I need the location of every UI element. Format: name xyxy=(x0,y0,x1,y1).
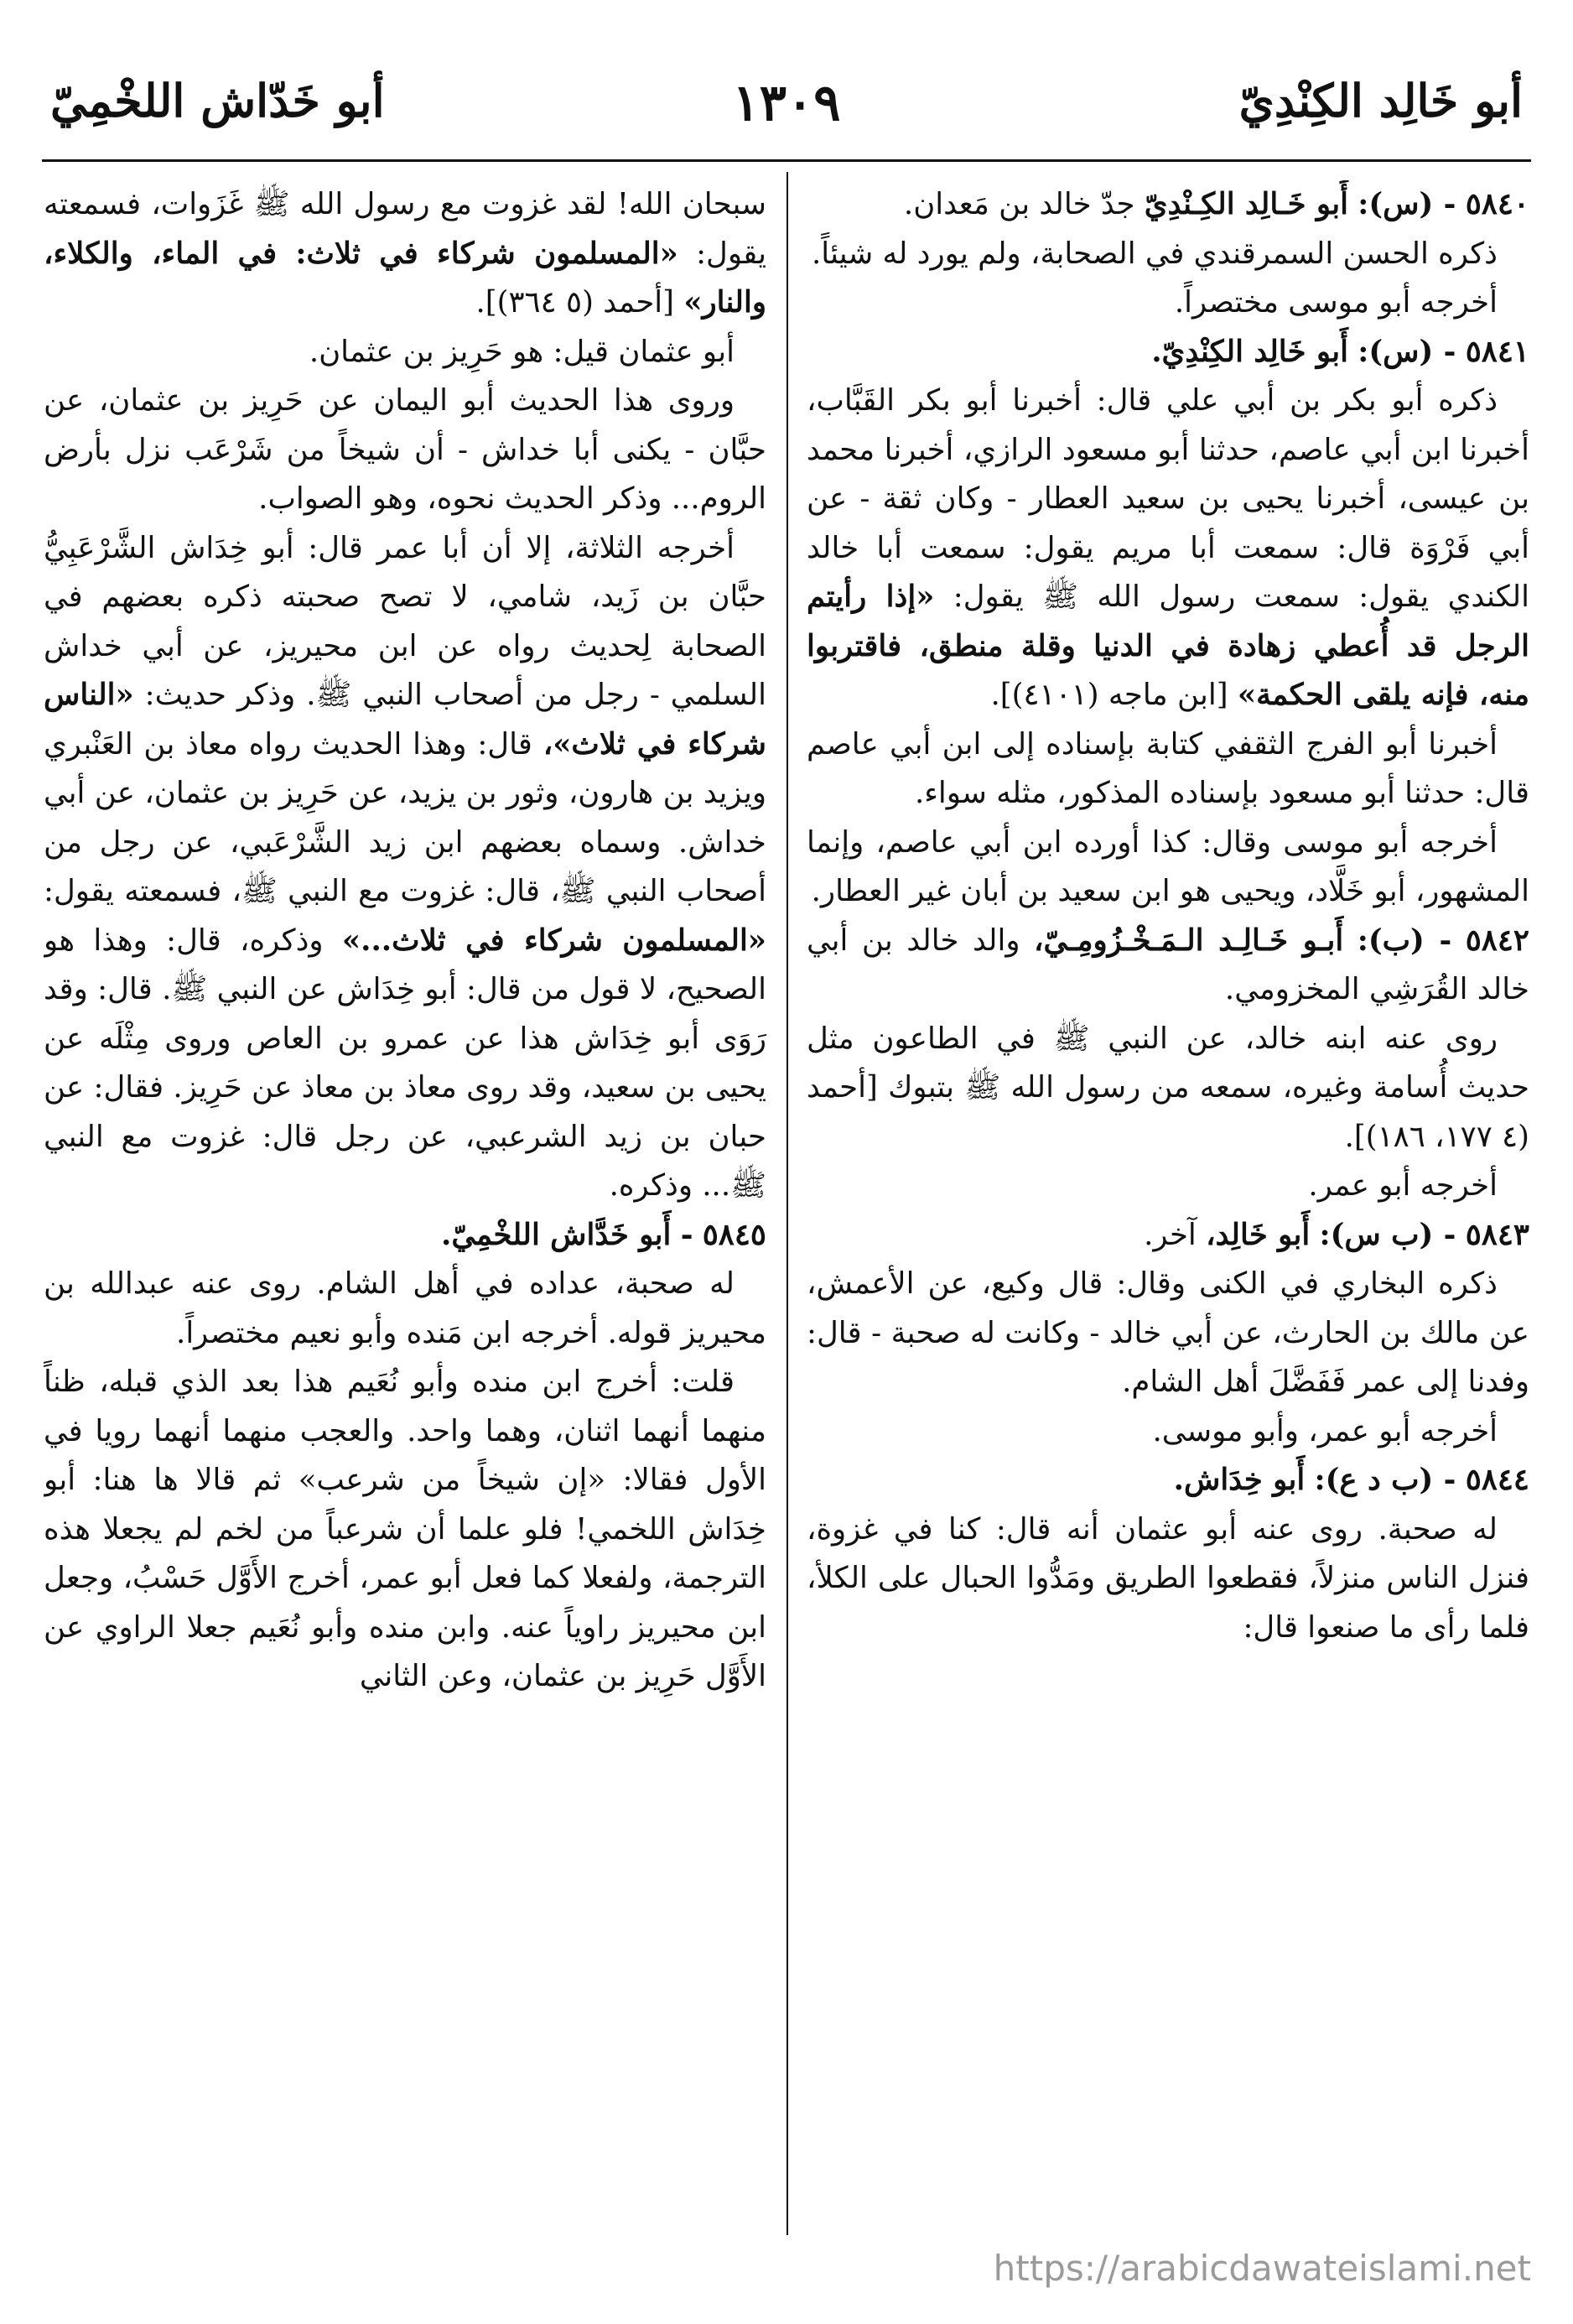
entry-number: ٥٨٤٢ xyxy=(1465,923,1529,958)
entry-dash: - xyxy=(680,1217,693,1252)
paragraph xyxy=(44,524,766,1211)
entry-number: ٥٨٤٣ xyxy=(1465,1217,1529,1252)
reference: [أحمد (٥ ٣٦٤)]. xyxy=(475,285,675,320)
hadith-quote: «المسلمون شركاء في ثلاث...» xyxy=(341,923,766,958)
hadith-quote: «إذا رأيتم الرجل قد أُعطي زهادة في الدنيا وقلة منطق، فاقتربوا منه، فإنه يلقى الحكمة» xyxy=(807,580,1529,712)
entry-number: ٥٨٤٠ xyxy=(1465,187,1529,221)
entry-source-tag: - (س): xyxy=(1358,334,1456,369)
paragraph-text: روى عنه ابنه خالد، عن النبي ﷺ في الطاعون مثل حديث أُسامة وغيره، سمعه من رسول الله ﷺ بتبوك xyxy=(807,1021,1529,1105)
paragraph xyxy=(807,1015,1529,1162)
entry-source-tag: - (ب س): xyxy=(1319,1217,1456,1252)
paragraph: ذكره الحسن السمرقندي في الصحابة، ولم يورد له شيئاً. xyxy=(811,236,1498,271)
paragraph-text: سبحان الله! لقد غزوت مع رسول الله ﷺ غَزَوات، فسمعته يقول: xyxy=(44,187,766,271)
column-rule xyxy=(786,172,788,2235)
paragraph: له صحبة، عداده في أهل الشام. روى عنه عبدالله بن محيريز قوله. أخرجه ابن مَنده وأبو نعيم مختصراً. xyxy=(44,1266,766,1350)
header-rule xyxy=(42,159,1531,162)
left-column xyxy=(44,180,766,2235)
reference: [ابن ماجه (٤١٠١)]. xyxy=(990,678,1228,712)
paragraph: أخرجه أبو موسى وقال: كذا أورده ابن أبي عاصم، وإنما المشهور، أبو خَلَّاد، ويحيى هو ابن سعيد بن أبان غير العطار. xyxy=(807,824,1529,908)
entry-name: أَبو خَالِد الكِنْدِيّ. xyxy=(1151,334,1348,369)
paragraph: أخرجه أبو عمر، وأبو موسى. xyxy=(1152,1413,1498,1448)
paragraph: أخرجه أبو موسى مختصراً. xyxy=(1174,285,1498,320)
entry-5840 xyxy=(807,180,1529,230)
hadith-quote: «الناس شركاء في ثلاث»، xyxy=(44,678,766,762)
running-head xyxy=(50,74,1523,141)
entry-text: جدّ خالد بن مَعدان. xyxy=(903,187,1135,221)
paragraph: ذكره البخاري في الكنى وقال: قال وكيع، عن الأعمش، عن مالك بن الحارث، عن أبي خالد - وكانت له صحبة - قال: وفدنا إلى عمر فَفَضَّلَ أهل الشام. xyxy=(807,1266,1529,1399)
hadith-quote: «المسلمون شركاء في ثلاث: في الماء، والكلاء، والنار» xyxy=(44,236,766,320)
page-number: ١٣٠٩ xyxy=(732,74,841,133)
entry-number: ٥٨٤١ xyxy=(1465,334,1529,369)
entry-text: آخر. xyxy=(1144,1217,1197,1252)
paragraph-text: أخرجه الثلاثة، إلا أن أبا عمر قال: أبو خِدَاش الشَّرْعَبِيُّ حبَّان بن زَيد، شامي، لا تصح صحبته ذكره بعضهم في الصحابة لِحديث رواه عن ابن محيريز، عن أبي خداش السلمي - رجل من أصحاب النبي ﷺ. وذكر حديث: xyxy=(44,530,766,712)
entry-name: أَبـو خَـالِـد الـمَـخْـزُومِـيّ، xyxy=(1034,923,1344,958)
paragraph: قلت: أخرج ابن منده وأبو نُعَيم هذا بعد الذي قبله، ظناً منهما أنهما اثنان، وهما واحد. والعجب منهما أنهما رويا في الأول فقالا: «إن شيخاً من شرعب» ثم قالا ها هنا: أبو خِدَاش اللخمي! فلو علما أن شرعباً من لخم لم يجعلا هذه الترجمة، ولفعلا كما فعل أبو عمر، أخرج الأَوَّل حَسْبُ، وجعل ابن محيريز راوياً عنه. وابن منده وأبو نُعَيم جعلا الراوي عن الأَوَّل حَرِيز بن عثمان، وعن الثاني xyxy=(44,1365,766,1693)
running-title-left: أبو خَدّاش اللخْمِيّ xyxy=(50,74,385,127)
entry-5841 xyxy=(807,328,1529,377)
entry-name: أَبو خَالِد، xyxy=(1206,1217,1311,1252)
entry-number: ٥٨٤٤ xyxy=(1465,1463,1529,1497)
watermark-url: https://arabicdawateislami.net xyxy=(993,2248,1531,2289)
paragraph: له صحبة. روى عنه أبو عثمان أنه قال: كنا في غزوة، فنزل الناس منزلاً، فقطعوا الطريق ومَدُّوا الحبال على الكلأ، فلما رأى ما صنعوا قال: xyxy=(807,1511,1529,1645)
right-column xyxy=(807,180,1529,2235)
paragraph-text: قال: وهذا الحديث رواه معاذ بن العَنْبري ويزيد بن هارون، وثور بن يزيد، عن حَرِيز بن عثمان، عن أبي خداش. وسماه بعضهم ابن زيد الشَّرْعَبي، عن رجل من أصحاب النبي ﷺ، قال: غزوت مع النبي ﷺ، فسمعته يقول: xyxy=(44,726,766,908)
paragraph-text: ذكره أبو بكر بن أبي علي قال: أخبرنا أبو بكر القَبَّاب، أخبرنا ابن أبي عاصم، حدثنا أبو مسعود الرازي، أخبرنا محمد بن عيسى، أخبرنا يحيى بن سعيد العطار - وكان ثقة - عن أبي فَرْوَة قال: سمعت أبا مريم يقول: سمعت أبا خالد الكندي يقول: سمعت رسول الله ﷺ يقول: xyxy=(807,383,1529,614)
paragraph: أخرجه أبو عمر. xyxy=(1308,1168,1498,1203)
continued-paragraph xyxy=(44,180,766,328)
entry-name: أَبو خَـالِد الكِـنْدِيّ xyxy=(1144,187,1348,221)
paragraph: أبو عثمان قيل: هو حَرِيز بن عثمان. xyxy=(309,334,735,369)
entry-name: أَبو خَدَّاش اللخْمِيّ. xyxy=(440,1217,672,1252)
entry-number: ٥٨٤٥ xyxy=(702,1217,766,1252)
reference: [أحمد (٤ ١٧٧، ١٨٦)]. xyxy=(807,1070,1529,1154)
entry-source-tag: - (ب د ع): xyxy=(1314,1463,1456,1497)
entry-text: والد خالد بن أبي خالد القُرَشِي المخزومي. xyxy=(807,923,1529,1006)
entry-name: أَبو خِدَاش. xyxy=(1173,1463,1306,1497)
running-title-right: أبو خَالِد الكِنْدِيّ xyxy=(1238,74,1523,127)
entry-5842 xyxy=(807,917,1529,1015)
paragraph: وروى هذا الحديث أبو اليمان عن حَرِيز بن عثمان، عن حبَّان - يكنى أبا خداش - أن شيخاً من شَرْعَب نزل بأرض الروم... وذكر الحديث نحوه، وهو الصواب. xyxy=(44,383,766,516)
entry-5845 xyxy=(44,1211,766,1261)
paragraph: أخبرنا أبو الفرج الثقفي كتابة بإسناده إلى ابن أبي عاصم قال: حدثنا أبو مسعود بإسناده المذكور، مثله سواء. xyxy=(807,726,1529,810)
paragraph-text: وذكره، قال: وهذا هو الصحيح، لا قول من قال: أبو خِدَاش عن النبي ﷺ. قال: وقد رَوَى أبو خِدَاش هذا عن عمرو بن العاص وروى مِثْلَه عن يحيى بن سعيد، وقد روى معاذ بن معاذ عن حَرِيز. فقال: عن حبان بن زيد الشرعبي، عن رجل قال: غزوت مع النبي ﷺ... وذكره. xyxy=(44,923,766,1203)
entry-source-tag: - (س): xyxy=(1358,187,1456,221)
entry-source-tag: - (ب): xyxy=(1357,923,1452,958)
entry-5843 xyxy=(807,1211,1529,1261)
paragraph xyxy=(807,377,1529,720)
entry-5844 xyxy=(807,1456,1529,1505)
